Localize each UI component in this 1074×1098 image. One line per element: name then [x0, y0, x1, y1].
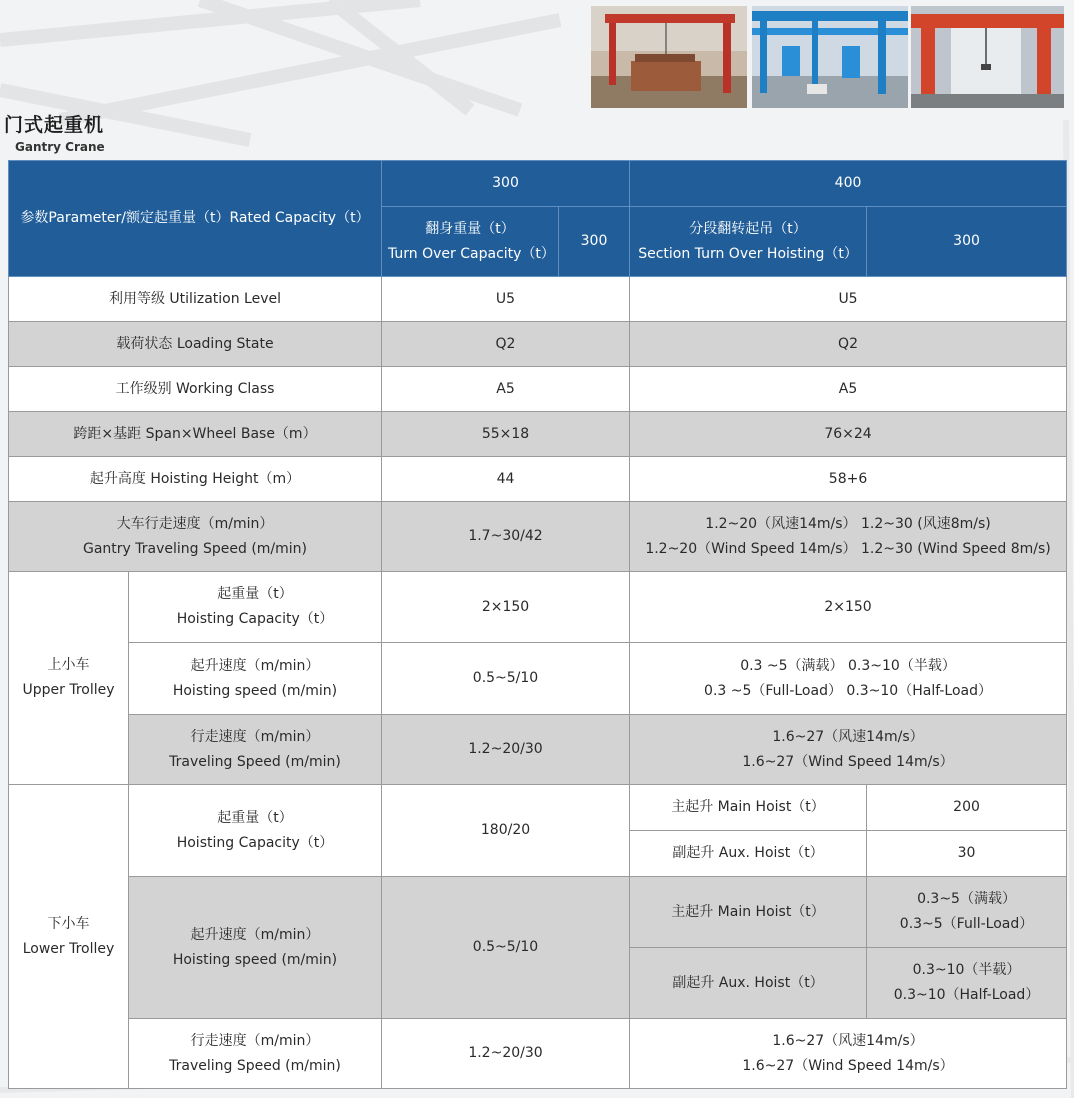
row-label-cn: 行走速度（m/min） — [190, 1032, 320, 1049]
section-turnover-header — [630, 207, 867, 277]
row-value-400 — [630, 643, 1067, 715]
capacity-400-header: 400 — [630, 161, 1067, 207]
row-value-400-line1: 1.2~20（风速14m/s） 1.2~30 (风速8m/s) — [705, 515, 991, 532]
row-value-300: U5 — [382, 277, 630, 322]
row-value-400: 58+6 — [630, 457, 1067, 502]
lower-trolley-label — [9, 785, 129, 1089]
gantry-crane-photo-indoor — [911, 6, 1064, 108]
aux-hoist-label: 副起升 Aux. Hoist（t） — [630, 831, 867, 877]
row-value-400 — [630, 715, 1067, 785]
header-row-capacity — [9, 161, 1067, 207]
row-value-300: 1.2~20/30 — [382, 715, 630, 785]
table-row — [9, 457, 1067, 502]
table-row — [9, 785, 1067, 831]
row-value-300: A5 — [382, 367, 630, 412]
table-row — [9, 643, 1067, 715]
turnover-capacity-en: Turn Over Capacity（t） — [388, 245, 555, 262]
gantry-crane-photo-blue — [752, 6, 908, 108]
row-value-400: U5 — [630, 277, 1067, 322]
row-value-300: 55×18 — [382, 412, 630, 457]
row-label-en: Gantry Traveling Speed (m/min) — [82, 540, 307, 557]
row-value-400: Q2 — [630, 322, 1067, 367]
aux-hoist-value-line1: 0.3~10（半载） — [912, 962, 1021, 978]
row-label-en: Hoisting Capacity（t） — [176, 834, 334, 851]
turnover-capacity-cn: 翻身重量（t） — [425, 220, 515, 237]
row-label-en: Hoisting speed (m/min) — [172, 682, 338, 699]
upper-trolley-label-cn: 上小车 — [47, 657, 90, 673]
row-label — [129, 1019, 382, 1089]
table-row — [9, 322, 1067, 367]
capacity-300-header: 300 — [382, 161, 630, 207]
table-row — [9, 1019, 1067, 1089]
row-value-400-line2: 1.2~20（Wind Speed 14m/s） 1.2~30 (Wind Speed 8m/s) — [645, 540, 1051, 557]
row-value-400: 76×24 — [630, 412, 1067, 457]
main-hoist-value-line2: 0.3~5（Full-Load） — [899, 916, 1034, 932]
aux-hoist-value — [867, 948, 1067, 1019]
row-value-400-line2: 1.6~27（Wind Speed 14m/s） — [742, 1057, 954, 1074]
main-hoist-value-line1: 0.3~5（满载） — [917, 891, 1016, 907]
row-label-en: Traveling Speed (m/min) — [169, 753, 341, 770]
page-subtitle: Gantry Crane — [15, 140, 105, 154]
row-label — [129, 572, 382, 643]
aux-hoist-value-line2: 0.3~10（Half-Load） — [893, 987, 1040, 1003]
row-label: 利用等级 Utilization Level — [9, 277, 382, 322]
table-row — [9, 715, 1067, 785]
row-label-cn: 大车行走速度（m/min） — [116, 515, 274, 532]
main-hoist-label: 主起升 Main Hoist（t） — [630, 877, 867, 948]
row-value-400-line2: 1.6~27（Wind Speed 14m/s） — [742, 753, 954, 770]
table-row — [9, 877, 1067, 948]
param-header-label: 参数Parameter/额定起重量（t）Rated Capacity（t） — [20, 210, 370, 226]
lower-trolley-label-cn: 下小车 — [47, 915, 90, 932]
row-label — [129, 877, 382, 1019]
row-value-300: 1.2~20/30 — [382, 1019, 630, 1089]
row-label-en: Hoisting Capacity（t） — [176, 611, 334, 627]
lower-trolley-label-en: Lower Trolley — [22, 940, 115, 957]
section-turnover-value: 300 — [867, 207, 1067, 277]
row-label-cn: 起升速度（m/min） — [190, 657, 320, 674]
gantry-crane-photo-shipyard — [591, 6, 747, 108]
row-label: 起升高度 Hoisting Height（m） — [9, 457, 382, 502]
row-value-400 — [630, 502, 1067, 572]
aux-hoist-value: 30 — [867, 831, 1067, 877]
row-value-300: Q2 — [382, 322, 630, 367]
table-row — [9, 502, 1067, 572]
spec-table — [8, 160, 1067, 1089]
table-row — [9, 572, 1067, 643]
row-label — [129, 715, 382, 785]
row-label — [129, 785, 382, 877]
row-label — [9, 502, 382, 572]
table-row — [9, 277, 1067, 322]
param-header-cell — [9, 161, 382, 277]
row-label-cn: 起重量（t） — [217, 809, 293, 826]
main-hoist-label: 主起升 Main Hoist（t） — [630, 785, 867, 831]
row-value-300: 0.5~5/10 — [382, 643, 630, 715]
row-value-400-line2: 0.3 ~5（Full-Load） 0.3~10（Half-Load） — [704, 682, 993, 699]
row-value-300: 180/20 — [382, 785, 630, 877]
page-title: 门式起重机 — [4, 114, 105, 136]
row-label: 载荷状态 Loading State — [9, 322, 382, 367]
row-value-300: 2×150 — [382, 572, 630, 643]
table-row — [9, 367, 1067, 412]
row-value-400-line1: 0.3 ~5（满载） 0.3~10（半载） — [740, 657, 956, 674]
table-row — [9, 412, 1067, 457]
row-value-300: 1.7~30/42 — [382, 502, 630, 572]
row-value-300: 0.5~5/10 — [382, 877, 630, 1019]
aux-hoist-label: 副起升 Aux. Hoist（t） — [630, 948, 867, 1019]
turnover-capacity-value: 300 — [559, 207, 630, 277]
row-label-en: Traveling Speed (m/min) — [169, 1057, 341, 1074]
row-value-400: 2×150 — [630, 572, 1067, 643]
row-value-400: A5 — [630, 367, 1067, 412]
row-label-cn: 起升速度（m/min） — [190, 926, 320, 943]
row-value-300: 44 — [382, 457, 630, 502]
upper-trolley-label-en: Upper Trolley — [22, 682, 115, 698]
row-label — [129, 643, 382, 715]
row-label-cn: 行走速度（m/min） — [190, 728, 320, 745]
section-turnover-cn: 分段翻转起吊（t） — [689, 220, 807, 237]
main-hoist-value — [867, 877, 1067, 948]
turnover-capacity-header — [382, 207, 559, 277]
row-label-cn: 起重量（t） — [217, 586, 293, 602]
row-label: 工作级别 Working Class — [9, 367, 382, 412]
row-value-400-line1: 1.6~27（风速14m/s） — [772, 1032, 924, 1049]
section-turnover-en: Section Turn Over Hoisting（t） — [638, 245, 858, 262]
row-value-400 — [630, 1019, 1067, 1089]
main-hoist-value: 200 — [867, 785, 1067, 831]
row-value-400-line1: 1.6~27（风速14m/s） — [772, 728, 924, 745]
row-label: 跨距×基距 Span×Wheel Base（m） — [9, 412, 382, 457]
upper-trolley-label — [9, 572, 129, 785]
row-label-en: Hoisting speed (m/min) — [172, 951, 338, 968]
